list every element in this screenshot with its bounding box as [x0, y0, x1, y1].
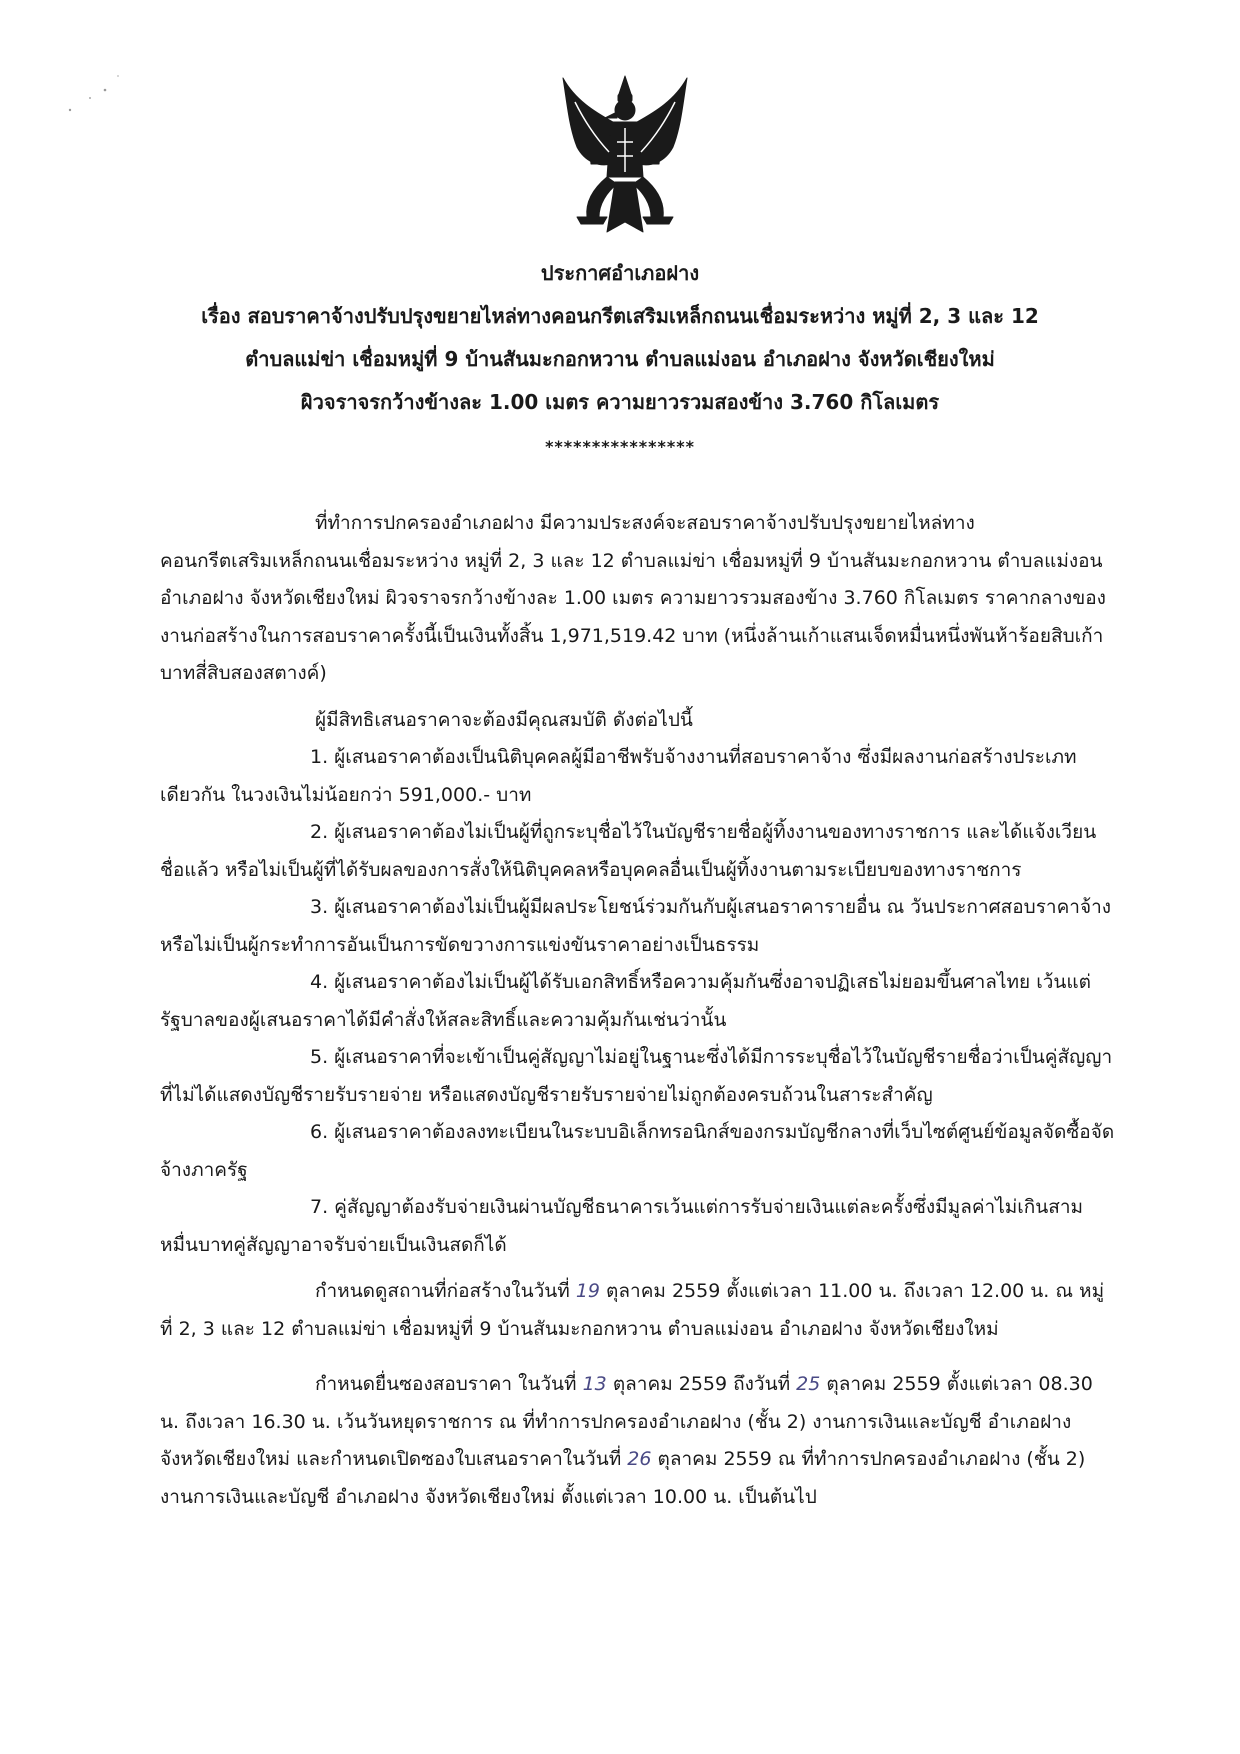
submission-text: ตุลาคม 2559 ตั้งแต่เวลา 08.30 น. ถึงเวลา 16.30 น. เว้นวันหยุดราชการ ณ ที่ทำการปกครองอำเภอฝาง (ชั้น 2) งานการเงินและบัญชี อำเภอฝาง จังหวัดเชียงใหม่ และกำหนดเปิดซองใบเสนอราคาในวันที่: [160, 1373, 1093, 1470]
subject-line-1: เรื่อง สอบราคาจ้างปรับปรุงขยายไหล่ทางคอนกรีตเสริมเหล็กถนนเชื่อมระหว่าง หมู่ที่ 2, 3 และ 12: [201, 304, 1039, 328]
submission-start-day: 13: [582, 1373, 607, 1395]
garuda-emblem-icon: [555, 72, 695, 247]
qualifications-heading: ผู้มีสิทธิเสนอราคาจะต้องมีคุณสมบัติ ดังต่อไปนี้: [315, 708, 693, 731]
qualification-item: 7. คู่สัญญาต้องรับจ่ายเงินผ่านบัญชีธนาคารเว้นแต่การรับจ่ายเงินแต่ละครั้งซึ่งมีมูลค่าไม่เกินสามหมื่นบาทคู่สัญญาอาจรับจ่ายเป็นเงินสดก็ได้: [160, 1196, 1084, 1256]
title-block: [150, 252, 1090, 424]
subject-line-3: ผิวจราจรกว้างข้างละ 1.00 เมตร ความยาวรวมสองข้าง 3.760 กิโลเมตร: [300, 390, 940, 414]
submission-paragraph: [160, 1366, 1115, 1516]
submission-text: กำหนดยื่นซองสอบราคา ในวันที่: [315, 1373, 577, 1395]
subject-line-2: ตำบลแม่ข่า เชื่อมหมู่ที่ 9 บ้านสันมะกอกหวาน ตำบลแม่งอน อำเภอฝาง จังหวัดเชียงใหม่: [245, 347, 995, 371]
site-visit-day: 19: [575, 1280, 600, 1302]
qualification-item: 1. ผู้เสนอราคาต้องเป็นนิติบุคคลผู้มีอาชีพรับจ้างงานที่สอบราคาจ้าง ซึ่งมีผลงานก่อสร้างประเภทเดียวกัน ในวงเงินไม่น้อยกว่า 591,000.- บาท: [160, 746, 1077, 806]
title-heading: ประกาศอำเภอฝาง: [540, 261, 700, 285]
qualification-item: 2. ผู้เสนอราคาต้องไม่เป็นผู้ที่ถูกระบุชื่อไว้ในบัญชีรายชื่อผู้ทิ้งงานของทางราชการ และได้แจ้งเวียนชื่อแล้ว หรือไม่เป็นผู้ที่ได้รับผลของการสั่งให้นิติบุคคลหรือบุคคลอื่นเป็นผู้ทิ้งงานตามระเบียบของทางราชการ: [160, 821, 1097, 881]
submission-text: ตุลาคม 2559 ถึงวันที่: [612, 1373, 791, 1395]
document-body: [160, 505, 1115, 1516]
qualification-item: 3. ผู้เสนอราคาต้องไม่เป็นผู้มีผลประโยชน์ร่วมกันกับผู้เสนอราคารายอื่น ณ วันประกาศสอบราคาจ้าง หรือไม่เป็นผู้กระทำการอันเป็นการขัดขวางการแข่งขันราคาอย่างเป็นธรรม: [160, 896, 1112, 956]
qualification-item: 4. ผู้เสนอราคาต้องไม่เป็นผู้ได้รับเอกสิทธิ์หรือความคุ้มกันซึ่งอาจปฏิเสธไม่ยอมขึ้นศาลไทย เว้นแต่รัฐบาลของผู้เสนอราคาได้มีคำสั่งให้สละสิทธิ์และความคุ้มกันเช่นว่านั้น: [160, 971, 1091, 1031]
qualification-item: 5. ผู้เสนอราคาที่จะเข้าเป็นคู่สัญญาไม่อยู่ในฐานะซึ่งได้มีการระบุชื่อไว้ในบัญชีรายชื่อว่าเป็นคู่สัญญาที่ไม่ได้แสดงบัญชีรายรับรายจ่าย หรือแสดงบัญชีรายรับรายจ่ายไม่ถูกต้องครบถ้วนในสาระสำคัญ: [160, 1046, 1113, 1106]
scan-specks: [60, 70, 130, 120]
qualification-item: 6. ผู้เสนอราคาต้องลงทะเบียนในระบบอิเล็กทรอนิกส์ของกรมบัญชีกลางที่เว็บไซต์ศูนย์ข้อมูลจัดซื้อจัดจ้างภาครัฐ: [160, 1121, 1115, 1181]
intro-paragraph: ที่ทำการปกครองอำเภอฝาง มีความประสงค์จะสอบราคาจ้างปรับปรุงขยายไหล่ทางคอนกรีตเสริมเหล็กถนนเชื่อมระหว่าง หมู่ที่ 2, 3 และ 12 ตำบลแม่ข่า เชื่อมหมู่ที่ 9 บ้านสันมะกอกหวาน ตำบลแม่งอน อำเภอฝาง จังหวัดเชียงใหม่ ผิวจราจรกว้างข้างละ 1.00 เมตร ความยาวรวมสองข้าง 3.760 กิโลเมตร ราคากลางของงานก่อสร้างในการสอบราคาครั้งนี้เป็นเงินทั้งสิ้น 1,971,519.42 บาท (หนึ่งล้านเก้าแสนเจ็ดหมื่นหนึ่งพันห้าร้อยสิบเก้าบาทสี่สิบสองสตางค์): [160, 512, 1106, 684]
site-visit-text: กำหนดดูสถานที่ก่อสร้างในวันที่: [315, 1280, 570, 1302]
site-visit-text: ตุลาคม 2559 ตั้งแต่เวลา 11.00 น. ถึงเวลา 12.00 น. ณ หมู่ที่ 2, 3 และ 12 ตำบลแม่ข่า เชื่อมหมู่ที่ 9 บ้านสันมะกอกหวาน ตำบลแม่งอน อำเภอฝาง จังหวัดเชียงใหม่: [160, 1280, 1105, 1340]
bid-opening-day: 26: [627, 1448, 652, 1470]
submission-text: ตุลาคม 2559 ณ ที่ทำการปกครองอำเภอฝาง (ชั้น 2) งานการเงินและบัญชี อำเภอฝาง จังหวัดเชียงใหม่ ตั้งแต่เวลา 10.00 น. เป็นต้นไป: [160, 1448, 1086, 1508]
submission-end-day: 25: [796, 1373, 821, 1395]
site-visit-paragraph: [160, 1273, 1115, 1348]
separator: ****************: [545, 437, 695, 456]
